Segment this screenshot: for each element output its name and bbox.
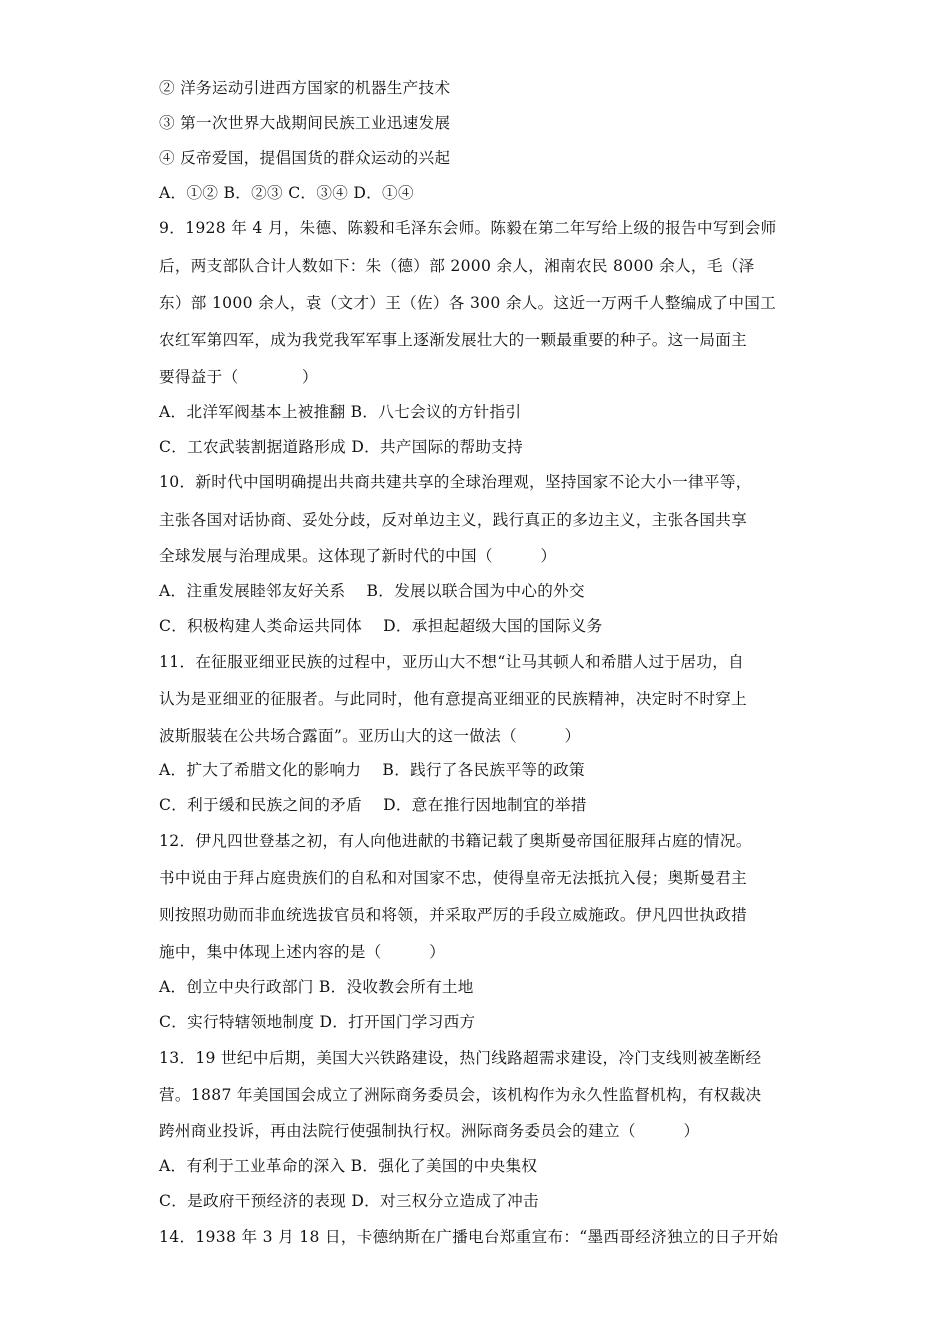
option-line: ③ 第一次世界大战期间民族工业迅速发展 xyxy=(159,114,451,132)
question-text: 则按照功勋而非血统选拔官员和将领，并采取严厉的手段立威施政。伊凡四世执政措 xyxy=(159,906,748,924)
question-text: 11．在征服亚细亚民族的过程中，亚历山大不想“让马其顿人和希腊人过于居功，自 xyxy=(159,653,744,671)
answer-choices: A．北洋军阀基本上被推翻 B．八七会议的方针指引 xyxy=(159,403,522,421)
question-text: 主张各国对话协商、妥处分歧，反对单边主义，践行真正的多边主义，主张各国共享 xyxy=(159,511,748,529)
answer-choices: A．有利于工业革命的深入 B．强化了美国的中央集权 xyxy=(159,1157,538,1175)
question-text: 营。1887 年美国国会成立了洲际商务委员会，该机构作为永久性监督机构，有权裁决 xyxy=(159,1086,762,1104)
answer-choices: A．扩大了希腊文化的影响力 B．践行了各民族平等的政策 xyxy=(159,761,585,779)
question-text: 波斯服装在公共场合露面”。亚历山大的这一做法（ ） xyxy=(159,727,581,745)
answer-choices: A．创立中央行政部门 B．没收教会所有土地 xyxy=(159,978,474,996)
answer-choices: A．①② B．②③ C．③④ D．①④ xyxy=(159,184,414,202)
question-text: 全球发展与治理成果。这体现了新时代的中国（ ） xyxy=(159,547,557,565)
question-text: 东）部 1000 余人，袁（文才）王（佐）各 300 余人。这近一万两千人整编成了中国工 xyxy=(159,294,777,312)
answer-choices: C．实行特辖领地制度 D．打开国门学习西方 xyxy=(159,1013,476,1031)
answer-choices: C．积极构建人类命运共同体 D．承担起超级大国的国际义务 xyxy=(159,617,603,635)
question-text: 认为是亚细亚的征服者。与此同时，他有意提高亚细亚的民族精神，决定时不时穿上 xyxy=(159,690,748,708)
question-text: 12．伊凡四世登基之初，有人向他进献的书籍记载了奥斯曼帝国征服拜占庭的情况。 xyxy=(159,832,752,850)
question-text: 13．19 世纪中后期，美国大兴铁路建设，热门线路超需求建设，冷门支线则被垄断经 xyxy=(159,1049,762,1067)
question-text: 要得益于（ ） xyxy=(159,368,318,386)
question-text: 农红军第四军，成为我党我军军事上逐渐发展壮大的一颗最重要的种子。这一局面主 xyxy=(159,331,748,349)
answer-choices: C．是政府干预经济的表现 D．对三权分立造成了冲击 xyxy=(159,1192,539,1210)
question-text: 跨州商业投诉，再由法院行使强制执行权。洲际商务委员会的建立（ ） xyxy=(159,1122,700,1140)
question-text: 9．1928 年 4 月，朱德、陈毅和毛泽东会师。陈毅在第二年写给上级的报告中写到会师 xyxy=(159,219,777,237)
question-text: 书中说由于拜占庭贵族们的自私和对国家不忠，使得皇帝无法抵抗入侵；奥斯曼君主 xyxy=(159,869,748,887)
answer-choices: C．利于缓和民族之间的矛盾 D．意在推行因地制宜的举措 xyxy=(159,796,587,814)
option-line: ④ 反帝爱国，提倡国货的群众运动的兴起 xyxy=(159,149,451,167)
question-text: 14．1938 年 3 月 18 日，卡德纳斯在广播电台郑重宣布：“墨西哥经济独立的日子开始 xyxy=(159,1228,779,1246)
answer-choices: A．注重发展睦邻友好关系 B．发展以联合国为中心的外交 xyxy=(159,582,585,600)
answer-choices: C．工农武装割据道路形成 D．共产国际的帮助支持 xyxy=(159,438,524,456)
question-text: 施中，集中体现上述内容的是（ ） xyxy=(159,943,446,961)
option-line: ② 洋务运动引进西方国家的机器生产技术 xyxy=(159,79,451,97)
question-text: 后，两支部队合计人数如下：朱（德）部 2000 余人，湘南农民 8000 余人，毛（泽 xyxy=(159,257,755,275)
question-text: 10．新时代中国明确提出共商共建共享的全球治理观，坚持国家不论大小一律平等， xyxy=(159,473,752,491)
